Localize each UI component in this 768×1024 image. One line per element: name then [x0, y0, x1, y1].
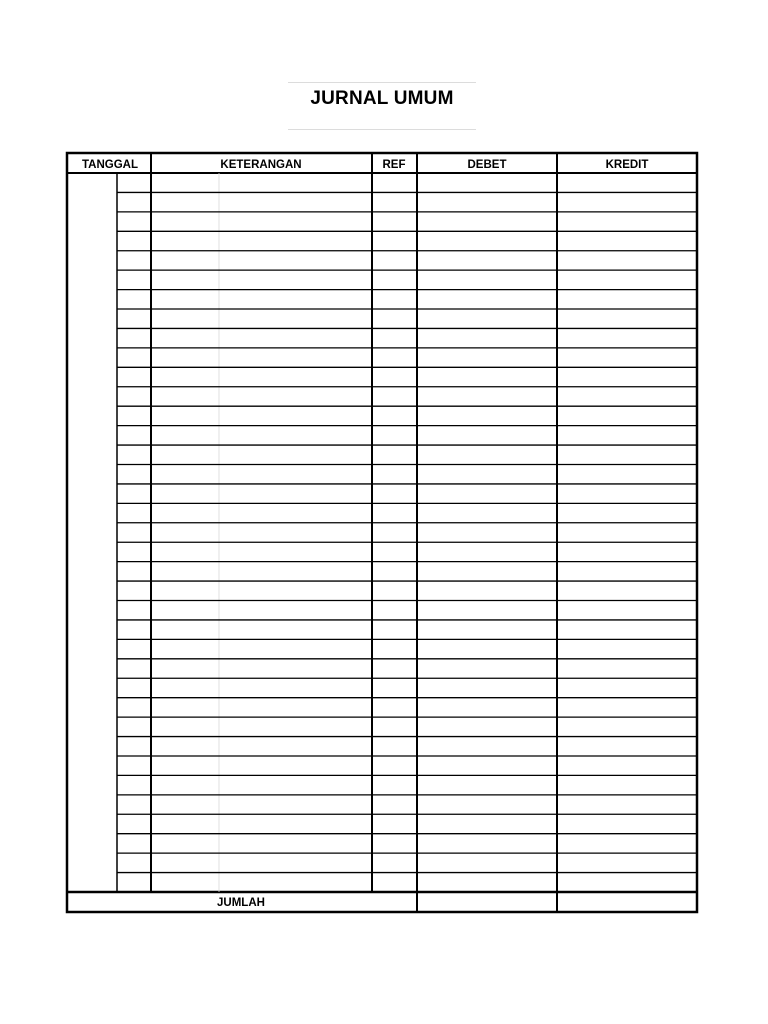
- header-tanggal: TANGGAL: [81, 159, 139, 171]
- table-outer-border: [67, 153, 697, 912]
- header-ref: REF: [382, 159, 406, 171]
- header-keterangan: KETERANGAN: [220, 159, 302, 171]
- header-debet: DEBET: [467, 159, 507, 171]
- page-title: JURNAL UMUM: [310, 88, 454, 109]
- footer-jumlah-label: JUMLAH: [217, 897, 265, 909]
- header-kredit: KREDIT: [605, 159, 649, 171]
